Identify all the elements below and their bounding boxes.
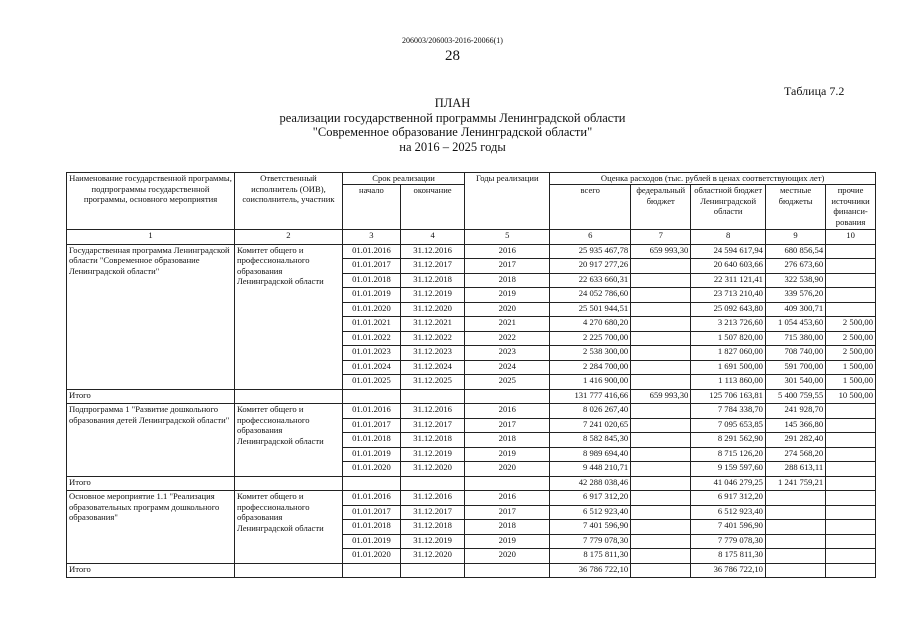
page-title <box>0 96 905 154</box>
total-value: 131 777 416,66 <box>550 389 631 404</box>
total-value: 5 400 759,55 <box>765 389 825 404</box>
item-name: Государственная программа Ленинградской области "Современное образование Ленинградской области" <box>67 244 235 389</box>
table-cell: 1 416 900,00 <box>550 375 631 390</box>
table-cell: 7 779 078,30 <box>691 534 766 549</box>
table-cell <box>631 549 691 564</box>
table-cell: 2017 <box>465 259 550 274</box>
column-number: 4 <box>400 230 464 245</box>
table-cell: 01.01.2024 <box>342 360 400 375</box>
table-cell: 20 917 277,26 <box>550 259 631 274</box>
table-cell <box>631 491 691 506</box>
header-total: всего <box>550 185 631 230</box>
table-cell <box>631 433 691 448</box>
empty-cell <box>400 389 464 404</box>
plan-table <box>66 172 876 578</box>
table-cell: 01.01.2019 <box>342 288 400 303</box>
document-id: 206003/206003-2016-20066(1) <box>402 36 503 45</box>
total-row <box>67 389 876 404</box>
column-number: 5 <box>465 230 550 245</box>
table-cell: 145 366,80 <box>765 418 825 433</box>
table-cell: 25 501 944,51 <box>550 302 631 317</box>
empty-cell <box>465 476 550 491</box>
table-cell: 31.12.2020 <box>400 549 464 564</box>
table-cell: 2 538 300,00 <box>550 346 631 361</box>
title-line: "Современное образование Ленинградской области" <box>312 125 593 139</box>
table-cell: 7 095 653,85 <box>691 418 766 433</box>
total-value: 42 288 038,46 <box>550 476 631 491</box>
table-cell: 01.01.2022 <box>342 331 400 346</box>
table-cell: 01.01.2017 <box>342 418 400 433</box>
table-cell <box>631 505 691 520</box>
table-cell <box>765 491 825 506</box>
table-cell: 2023 <box>465 346 550 361</box>
table-cell: 2021 <box>465 317 550 332</box>
table-cell: 2 225 700,00 <box>550 331 631 346</box>
table-cell: 01.01.2020 <box>342 302 400 317</box>
empty-cell <box>235 389 343 404</box>
table-cell: 31.12.2020 <box>400 302 464 317</box>
item-executor: Комитет общего и профессионального образования Ленинградской области <box>235 404 343 477</box>
table-cell <box>826 404 876 419</box>
total-value: 1 241 759,21 <box>765 476 825 491</box>
table-cell: 2017 <box>465 418 550 433</box>
table-cell: 6 917 312,20 <box>550 491 631 506</box>
table-cell: 2019 <box>465 288 550 303</box>
table-cell: 2 500,00 <box>826 331 876 346</box>
table-cell <box>826 462 876 477</box>
table-cell <box>765 534 825 549</box>
empty-cell <box>235 563 343 578</box>
title-line: реализации государственной программы Ленинградской области <box>279 110 626 125</box>
table-cell: 7 241 020,65 <box>550 418 631 433</box>
table-cell: 3 213 726,60 <box>691 317 766 332</box>
table-cell: 276 673,60 <box>765 259 825 274</box>
total-value: 659 993,30 <box>631 389 691 404</box>
table-label: Таблица 7.2 <box>784 84 845 98</box>
table-cell: 31.12.2016 <box>400 491 464 506</box>
table-cell: 20 640 603,66 <box>691 259 766 274</box>
table-cell: 31.12.2020 <box>400 462 464 477</box>
column-number: 6 <box>550 230 631 245</box>
table-cell: 2018 <box>465 273 550 288</box>
table-cell: 301 540,00 <box>765 375 825 390</box>
total-value <box>826 476 876 491</box>
total-label: Итого <box>67 389 235 404</box>
table-cell: 31.12.2024 <box>400 360 464 375</box>
table-cell: 8 989 694,40 <box>550 447 631 462</box>
table-cell: 01.01.2018 <box>342 520 400 535</box>
table-cell: 2018 <box>465 520 550 535</box>
table-cell <box>631 418 691 433</box>
table-cell: 680 856,54 <box>765 244 825 259</box>
table-cell: 31.12.2016 <box>400 404 464 419</box>
table-cell: 8 291 562,90 <box>691 433 766 448</box>
table-cell: 2025 <box>465 375 550 390</box>
table-cell: 1 691 500,00 <box>691 360 766 375</box>
table-cell: 1 507 820,00 <box>691 331 766 346</box>
table-cell: 6 512 923,40 <box>691 505 766 520</box>
table-cell <box>631 534 691 549</box>
table-cell: 1 113 860,00 <box>691 375 766 390</box>
table-cell <box>826 288 876 303</box>
total-value <box>631 476 691 491</box>
table-cell: 6 917 312,20 <box>691 491 766 506</box>
total-value: 41 046 279,25 <box>691 476 766 491</box>
table-cell: 31.12.2016 <box>400 244 464 259</box>
table-cell: 659 993,30 <box>631 244 691 259</box>
empty-cell <box>235 476 343 491</box>
table-cell: 2 284 700,00 <box>550 360 631 375</box>
table-cell: 4 270 680,20 <box>550 317 631 332</box>
item-name: Подпрограмма 1 "Развитие дошкольного образования детей Ленинградской области" <box>67 404 235 477</box>
table-cell: 01.01.2016 <box>342 491 400 506</box>
table-cell: 24 594 617,94 <box>691 244 766 259</box>
table-cell: 409 300,71 <box>765 302 825 317</box>
table-cell <box>826 491 876 506</box>
empty-cell <box>400 476 464 491</box>
table-cell: 2017 <box>465 505 550 520</box>
table-cell <box>631 346 691 361</box>
table-cell: 7 784 338,70 <box>691 404 766 419</box>
table-cell: 6 512 923,40 <box>550 505 631 520</box>
total-row <box>67 476 876 491</box>
table-cell <box>826 418 876 433</box>
table-cell <box>631 447 691 462</box>
column-number: 1 <box>67 230 235 245</box>
table-cell <box>826 259 876 274</box>
table-cell: 31.12.2017 <box>400 259 464 274</box>
title-line: ПЛАН <box>434 96 471 110</box>
table-cell: 01.01.2017 <box>342 505 400 520</box>
table-cell: 01.01.2023 <box>342 346 400 361</box>
table-cell: 8 715 126,20 <box>691 447 766 462</box>
table-cell <box>826 302 876 317</box>
table-cell <box>631 360 691 375</box>
table-cell: 2016 <box>465 491 550 506</box>
table-cell <box>765 549 825 564</box>
total-label: Итого <box>67 476 235 491</box>
table-cell: 8 175 811,30 <box>550 549 631 564</box>
empty-cell <box>342 476 400 491</box>
table-cell: 1 500,00 <box>826 375 876 390</box>
table-cell: 31.12.2023 <box>400 346 464 361</box>
table-cell: 31.12.2019 <box>400 447 464 462</box>
table-cell <box>826 549 876 564</box>
total-label: Итого <box>67 563 235 578</box>
header-name: Наименование государственной программы, подпрограммы государственной программы, основного мероприятия <box>67 173 235 230</box>
table-cell: 1 500,00 <box>826 360 876 375</box>
table-cell: 291 282,40 <box>765 433 825 448</box>
table-cell: 8 175 811,30 <box>691 549 766 564</box>
table-cell: 01.01.2018 <box>342 273 400 288</box>
table-cell <box>631 273 691 288</box>
table-cell: 2020 <box>465 302 550 317</box>
table-cell: 31.12.2018 <box>400 273 464 288</box>
table-cell: 31.12.2019 <box>400 534 464 549</box>
table-cell: 31.12.2019 <box>400 288 464 303</box>
column-number: 10 <box>826 230 876 245</box>
table-cell: 2020 <box>465 462 550 477</box>
table-cell <box>765 520 825 535</box>
table-cell: 9 159 597,60 <box>691 462 766 477</box>
table-cell: 31.12.2022 <box>400 331 464 346</box>
table-cell: 1 827 060,00 <box>691 346 766 361</box>
table-cell: 31.12.2018 <box>400 520 464 535</box>
column-number: 8 <box>691 230 766 245</box>
table-cell: 01.01.2025 <box>342 375 400 390</box>
table-cell <box>826 433 876 448</box>
total-value: 36 786 722,10 <box>550 563 631 578</box>
table-cell: 31.12.2018 <box>400 433 464 448</box>
table-cell: 715 380,00 <box>765 331 825 346</box>
table-cell: 288 613,11 <box>765 462 825 477</box>
table-cell <box>826 273 876 288</box>
empty-cell <box>400 563 464 578</box>
total-value <box>765 563 825 578</box>
header-start: начало <box>342 185 400 230</box>
table-cell: 01.01.2019 <box>342 534 400 549</box>
table-cell: 2 500,00 <box>826 317 876 332</box>
total-row <box>67 563 876 578</box>
header-regional: областной бюджет Ленинградской области <box>691 185 766 230</box>
table-cell: 274 568,20 <box>765 447 825 462</box>
table-cell <box>631 331 691 346</box>
table-cell <box>765 505 825 520</box>
table-cell: 23 713 210,40 <box>691 288 766 303</box>
table-cell: 339 576,20 <box>765 288 825 303</box>
table-cell <box>631 288 691 303</box>
table-cell: 7 401 596,90 <box>691 520 766 535</box>
table-cell: 9 448 210,71 <box>550 462 631 477</box>
title-line: на 2016 – 2025 годы <box>399 139 506 154</box>
header-costs: Оценка расходов (тыс. рублей в ценах соответствующих лет) <box>550 173 876 185</box>
empty-cell <box>342 563 400 578</box>
header-executor: Ответственный исполнитель (ОИВ), соисполнитель, участник <box>235 173 343 230</box>
header-period: Срок реализации <box>342 173 464 185</box>
table-cell <box>631 375 691 390</box>
header-other: прочие источники финанси-рования <box>826 185 876 230</box>
item-executor: Комитет общего и профессионального образования Ленинградской области <box>235 491 343 564</box>
table-cell: 2022 <box>465 331 550 346</box>
table-cell <box>826 520 876 535</box>
page-number: 28 <box>445 48 460 64</box>
table-cell: 01.01.2020 <box>342 549 400 564</box>
total-value: 36 786 722,10 <box>691 563 766 578</box>
column-number: 9 <box>765 230 825 245</box>
table-cell: 2 500,00 <box>826 346 876 361</box>
table-cell <box>826 505 876 520</box>
table-cell: 31.12.2021 <box>400 317 464 332</box>
table-cell: 7 779 078,30 <box>550 534 631 549</box>
table-cell: 2020 <box>465 549 550 564</box>
table-cell <box>826 447 876 462</box>
table-cell: 1 054 453,60 <box>765 317 825 332</box>
table-cell: 01.01.2019 <box>342 447 400 462</box>
item-name: Основное мероприятие 1.1 "Реализация образовательных программ дошкольного образования" <box>67 491 235 564</box>
header-years: Годы реализации <box>465 173 550 230</box>
header-local: местные бюджеты <box>765 185 825 230</box>
empty-cell <box>465 563 550 578</box>
table-row <box>67 404 876 419</box>
table-cell <box>631 317 691 332</box>
table-cell <box>826 534 876 549</box>
table-cell: 01.01.2017 <box>342 259 400 274</box>
header-end: окончание <box>400 185 464 230</box>
table-cell: 7 401 596,90 <box>550 520 631 535</box>
table-cell: 2016 <box>465 244 550 259</box>
header-federal: федеральный бюджет <box>631 185 691 230</box>
header-row <box>67 173 876 185</box>
table-cell: 01.01.2016 <box>342 404 400 419</box>
column-number-row <box>67 230 876 245</box>
column-number: 2 <box>235 230 343 245</box>
table-cell <box>631 302 691 317</box>
table-cell: 241 928,70 <box>765 404 825 419</box>
table-cell: 25 935 467,78 <box>550 244 631 259</box>
table-cell: 322 538,90 <box>765 273 825 288</box>
column-number: 3 <box>342 230 400 245</box>
empty-cell <box>342 389 400 404</box>
table-cell: 591 700,00 <box>765 360 825 375</box>
table-row <box>67 491 876 506</box>
table-cell <box>631 462 691 477</box>
column-number: 7 <box>631 230 691 245</box>
table-cell: 2019 <box>465 447 550 462</box>
table-cell <box>631 404 691 419</box>
table-cell <box>826 244 876 259</box>
table-cell <box>631 259 691 274</box>
table-row <box>67 244 876 259</box>
table-cell: 708 740,00 <box>765 346 825 361</box>
empty-cell <box>465 389 550 404</box>
table-cell: 31.12.2017 <box>400 505 464 520</box>
table-cell: 01.01.2018 <box>342 433 400 448</box>
total-value: 125 706 163,81 <box>691 389 766 404</box>
table-cell <box>631 520 691 535</box>
table-cell: 01.01.2020 <box>342 462 400 477</box>
table-cell: 31.12.2025 <box>400 375 464 390</box>
table-cell: 01.01.2016 <box>342 244 400 259</box>
item-executor: Комитет общего и профессионального образования Ленинградской области <box>235 244 343 389</box>
total-value: 10 500,00 <box>826 389 876 404</box>
table-cell: 31.12.2017 <box>400 418 464 433</box>
table-cell: 2024 <box>465 360 550 375</box>
table-cell: 22 633 660,31 <box>550 273 631 288</box>
table-cell: 01.01.2021 <box>342 317 400 332</box>
table-cell: 2016 <box>465 404 550 419</box>
table-cell: 25 092 643,80 <box>691 302 766 317</box>
table-cell: 2019 <box>465 534 550 549</box>
table-cell: 2018 <box>465 433 550 448</box>
total-value <box>826 563 876 578</box>
table-cell: 8 026 267,40 <box>550 404 631 419</box>
table-cell: 24 052 786,60 <box>550 288 631 303</box>
table-cell: 22 311 121,41 <box>691 273 766 288</box>
total-value <box>631 563 691 578</box>
table-cell: 8 582 845,30 <box>550 433 631 448</box>
